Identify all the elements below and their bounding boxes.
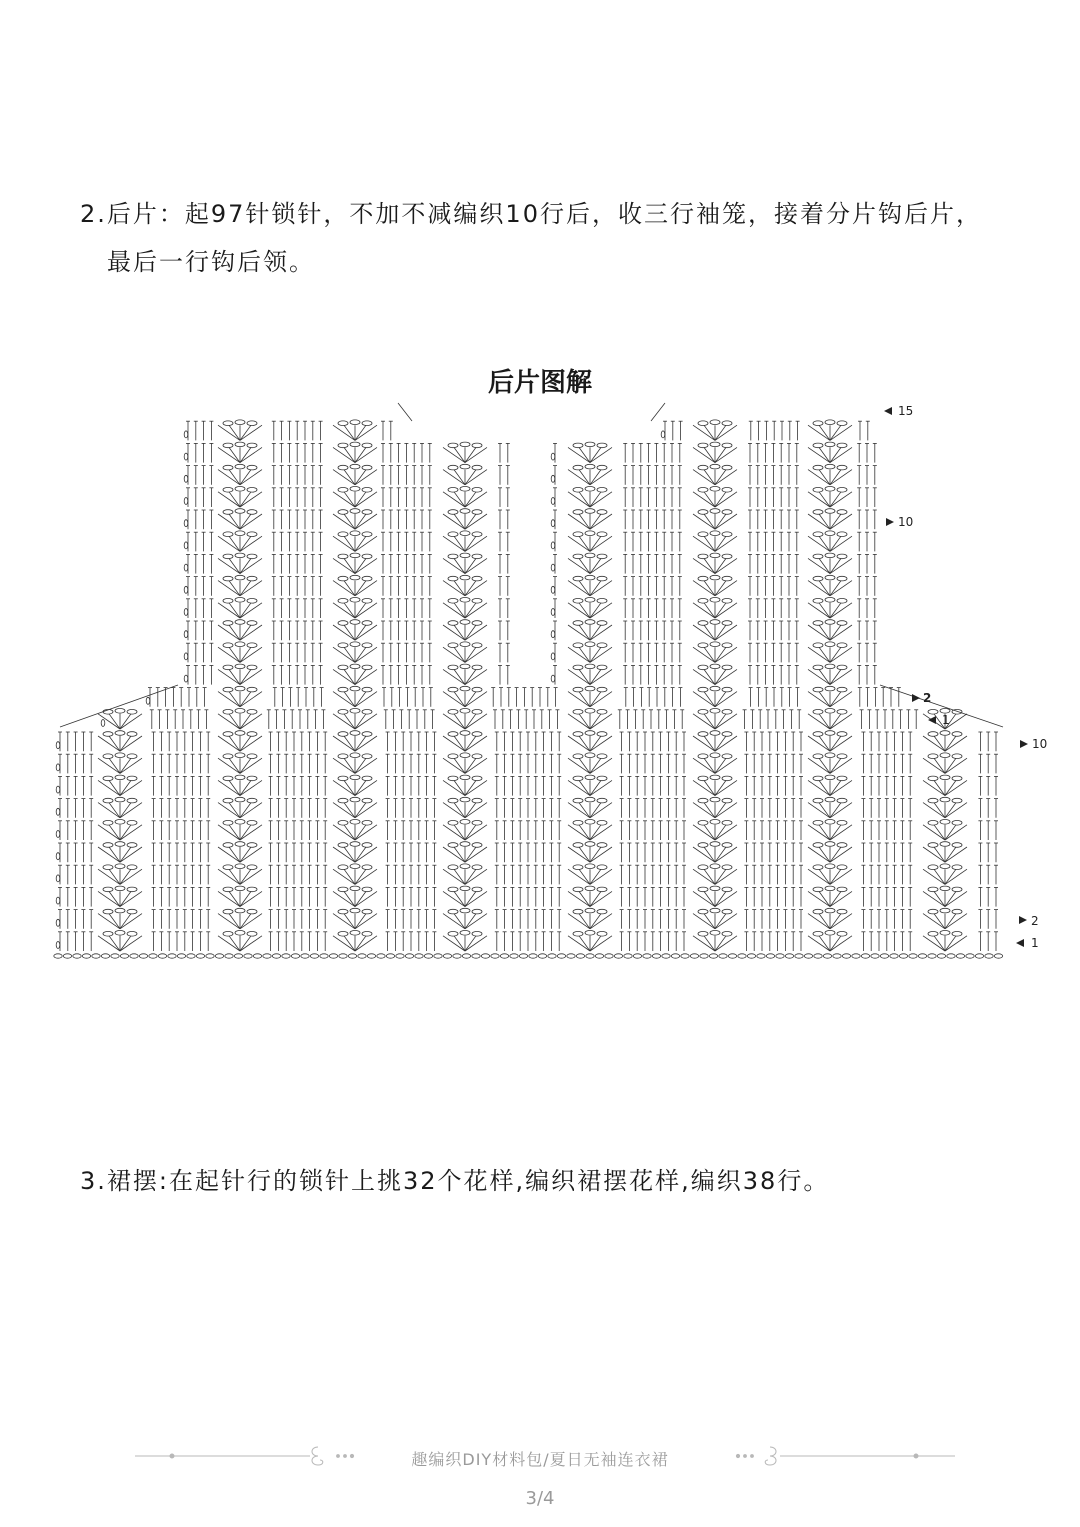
row-label-lower-2: 2 — [1031, 914, 1039, 928]
row-label-armhole-1: 1 — [942, 713, 950, 727]
row-labels — [884, 404, 1047, 950]
section-2-line-1: 2.后片：起97针锁针，不加不减编织10行后，收三行袖笼，接着分片钩后片， — [80, 200, 982, 228]
row-arrow-lower-1 — [1016, 939, 1024, 947]
row-arrow-upper-10 — [886, 518, 894, 526]
row-arrow-armhole-1 — [928, 716, 936, 724]
row-arrow-15 — [884, 407, 892, 415]
footer-caption: 趣编织DIY材料包/夏日无袖连衣裙 — [411, 1450, 669, 1469]
page-number: 3/4 — [525, 1488, 555, 1509]
row-arrow-armhole-2 — [912, 694, 920, 702]
row-label-armhole-2: 2 — [923, 691, 932, 705]
stitch-grid — [54, 403, 1003, 958]
section-2-line-2: 最后一行钩后领。 — [107, 248, 315, 276]
row-arrow-lower-2 — [1019, 916, 1027, 924]
row-label-upper-10: 10 — [898, 515, 914, 529]
section-2-instructions — [80, 190, 1040, 286]
crochet-chart — [0, 395, 1080, 975]
row-label-lower-1: 1 — [1031, 936, 1039, 950]
row-label-15: 15 — [898, 404, 914, 418]
row-label-lower-10: 10 — [1032, 737, 1048, 751]
section-3-instructions: 3.裙摆:在起针行的锁针上挑32个花样,编织裙摆花样,编织38行。 — [80, 1167, 830, 1195]
diagram-title: 后片图解 — [487, 368, 592, 398]
row-arrow-lower-10 — [1020, 740, 1028, 748]
